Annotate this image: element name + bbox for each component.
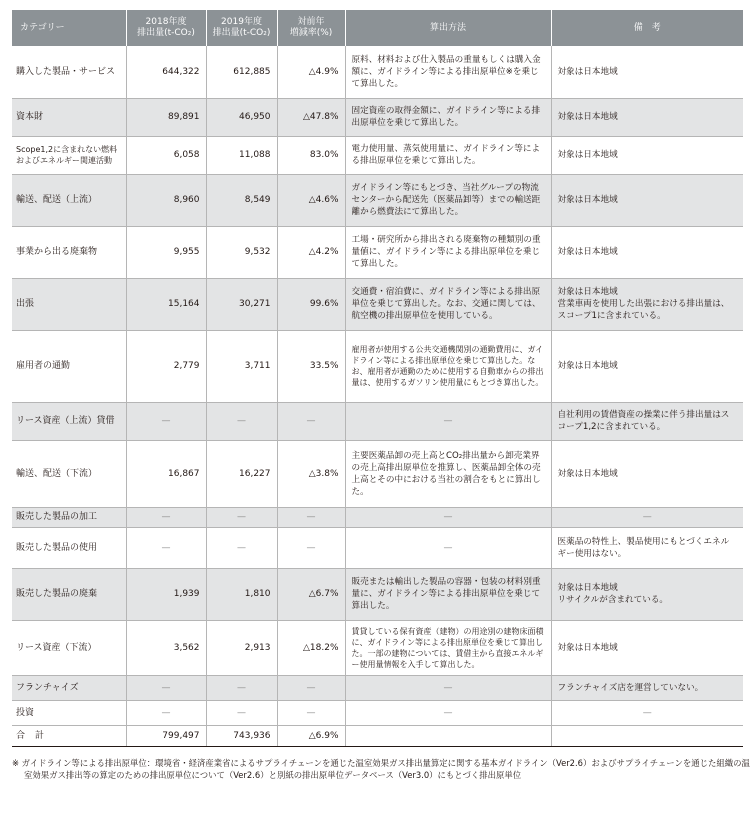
row-notes: フランチャイズ店を運営していない。 xyxy=(551,675,743,700)
row-2018-value: 1,939 xyxy=(126,568,206,620)
table-row xyxy=(12,136,743,174)
row-2019-value: 30,271 xyxy=(206,278,277,330)
row-category: Scope1,2に含まれない燃料およびエネルギー関連活動 xyxy=(12,136,126,174)
row-change-value: 99.6% xyxy=(277,278,345,330)
row-method: 主要医薬品卸の売上高とCO₂排出量から卸売業界の売上高排出原単位を推算し、医薬品卸全体の売上高とその中における当社の割合をもとに算出した。 xyxy=(345,440,551,507)
table-body xyxy=(12,46,743,725)
table-row xyxy=(12,507,743,527)
table-row xyxy=(12,675,743,700)
row-change-value: — xyxy=(277,507,345,527)
table-row xyxy=(12,527,743,568)
row-2018-value: 644,322 xyxy=(126,46,206,98)
row-2018-value: — xyxy=(126,507,206,527)
row-category: 事業から出る廃棄物 xyxy=(12,226,126,278)
row-category: 投資 xyxy=(12,700,126,725)
row-2018-value: 15,164 xyxy=(126,278,206,330)
row-2019-value: 2,913 xyxy=(206,620,277,675)
row-method: 固定資産の取得金額に、ガイドライン等による排出原単位を乗じて算出した。 xyxy=(345,98,551,136)
row-category: 販売した製品の加工 xyxy=(12,507,126,527)
row-2018-value: 3,562 xyxy=(126,620,206,675)
row-method: — xyxy=(345,700,551,725)
row-notes: 対象は日本地域 xyxy=(551,98,743,136)
footnote: ※ ガイドライン等による排出原単位：環境省・経済産業省によるサプライチェーンを通じた温室効果ガス排出量算定に関する基本ガイドライン（Ver2.6）およびサプライチェーンを通じた組織の温室効果ガス排出等の算定のための排出原単位について（Ver2.6）と別紙の排出原単位データベース（Ver3.0）にもとづく排出原単位 xyxy=(12,757,750,780)
header-category: カテゴリー xyxy=(12,10,126,46)
table-row xyxy=(12,700,743,725)
row-category: 資本財 xyxy=(12,98,126,136)
row-notes: 対象は日本地域 xyxy=(551,226,743,278)
total-row xyxy=(12,725,743,746)
row-change-value: 33.5% xyxy=(277,330,345,402)
table-row xyxy=(12,174,743,226)
header-2018: 2018年度 排出量(t-CO₂) xyxy=(126,10,206,46)
row-change-value: △47.8% xyxy=(277,98,345,136)
row-method: 交通費・宿泊費に、ガイドライン等による排出原単位を乗じて算出した。なお、交通に関しては、航空機の排出原単位を使用している。 xyxy=(345,278,551,330)
row-method: — xyxy=(345,527,551,568)
row-change-value: △4.6% xyxy=(277,174,345,226)
row-category: フランチャイズ xyxy=(12,675,126,700)
row-2019-value: 11,088 xyxy=(206,136,277,174)
table-row xyxy=(12,402,743,440)
row-category: 輸送、配送（上流） xyxy=(12,174,126,226)
row-notes: 対象は日本地域 xyxy=(551,620,743,675)
total-notes-empty xyxy=(551,725,743,746)
row-2019-value: 3,711 xyxy=(206,330,277,402)
row-method: — xyxy=(345,507,551,527)
row-2019-value: 9,532 xyxy=(206,226,277,278)
row-method: 販売または輸出した製品の容器・包装の材料別重量に、ガイドライン等による排出原単位を乗じて算出した。 xyxy=(345,568,551,620)
table-row xyxy=(12,98,743,136)
row-change-value: △6.7% xyxy=(277,568,345,620)
row-2019-value: 46,950 xyxy=(206,98,277,136)
row-2018-value: 8,960 xyxy=(126,174,206,226)
row-2018-value: 2,779 xyxy=(126,330,206,402)
table-row xyxy=(12,330,743,402)
emissions-table-container xyxy=(12,10,750,781)
row-method: 賃貸している保有資産（建物）の用途別の建物床面積に、ガイドライン等による排出原単位を乗じて算出した。一部の建物については、賃借主から直接エネルギー使用量情報を入手して算出した。 xyxy=(345,620,551,675)
row-change-value: △3.8% xyxy=(277,440,345,507)
row-change-value: — xyxy=(277,527,345,568)
row-category: 雇用者の通勤 xyxy=(12,330,126,402)
row-notes: 対象は日本地域 xyxy=(551,330,743,402)
table-row xyxy=(12,226,743,278)
row-category: 販売した製品の廃棄 xyxy=(12,568,126,620)
row-notes: 対象は日本地域 営業車両を使用した出張における排出量は、スコープ1に含まれている。 xyxy=(551,278,743,330)
row-2018-value: 9,955 xyxy=(126,226,206,278)
row-2018-value: 16,867 xyxy=(126,440,206,507)
row-2019-value: — xyxy=(206,402,277,440)
row-notes: 医薬品の特性上、製品使用にもとづくエネルギー使用はない。 xyxy=(551,527,743,568)
total-method-empty xyxy=(345,725,551,746)
row-notes: — xyxy=(551,507,743,527)
row-notes: 対象は日本地域 xyxy=(551,440,743,507)
row-2019-value: 612,885 xyxy=(206,46,277,98)
row-change-value: △4.9% xyxy=(277,46,345,98)
table-row xyxy=(12,620,743,675)
header-change: 対前年 増減率(%) xyxy=(277,10,345,46)
table-row xyxy=(12,440,743,507)
row-notes: 対象は日本地域 リサイクルが含まれている。 xyxy=(551,568,743,620)
row-method: ガイドライン等にもとづき、当社グループの物流センターから配送先（医薬品卸等）までの輸送距離から燃費法にて算出した。 xyxy=(345,174,551,226)
row-notes: 自社利用の賃借資産の操業に伴う排出量はスコープ1,2に含まれている。 xyxy=(551,402,743,440)
row-category: リース資産（上流）貸借 xyxy=(12,402,126,440)
row-2019-value: — xyxy=(206,675,277,700)
row-change-value: △4.2% xyxy=(277,226,345,278)
scope3-emissions-table xyxy=(12,10,743,747)
row-method: 工場・研究所から排出される廃棄物の種類別の重量値に、ガイドライン等による排出原単位を乗じて算出した。 xyxy=(345,226,551,278)
table-row xyxy=(12,46,743,98)
table-row xyxy=(12,278,743,330)
row-2018-value: — xyxy=(126,675,206,700)
row-category: 購入した製品・サービス xyxy=(12,46,126,98)
row-notes: 対象は日本地域 xyxy=(551,136,743,174)
row-2019-value: — xyxy=(206,700,277,725)
row-method: 雇用者が使用する公共交通機関別の通勤費用に、ガイドライン等による排出原単位を乗じて算出した。なお、雇用者が通勤のために使用する自動車からの排出量は、使用するガソリン使用量にもとづき算出した。 xyxy=(345,330,551,402)
row-method: 電力使用量、蒸気使用量に、ガイドライン等による排出原単位を乗じて算出した。 xyxy=(345,136,551,174)
total-change: △6.9% xyxy=(277,725,345,746)
row-2019-value: — xyxy=(206,527,277,568)
row-2019-value: 16,227 xyxy=(206,440,277,507)
row-notes: — xyxy=(551,700,743,725)
row-2018-value: — xyxy=(126,700,206,725)
header-notes: 備 考 xyxy=(551,10,743,46)
total-label: 合計 xyxy=(12,725,126,746)
header-2019: 2019年度 排出量(t-CO₂) xyxy=(206,10,277,46)
total-2018: 799,497 xyxy=(126,725,206,746)
row-2019-value: — xyxy=(206,507,277,527)
row-method: — xyxy=(345,675,551,700)
row-change-value: — xyxy=(277,675,345,700)
table-header xyxy=(12,10,743,46)
row-method: 原料、材料および仕入製品の重量もしくは購入金額に、ガイドライン等による排出原単位※を乗じて算出した。 xyxy=(345,46,551,98)
row-category: 輸送、配送（下流） xyxy=(12,440,126,507)
row-change-value: — xyxy=(277,700,345,725)
row-2018-value: — xyxy=(126,527,206,568)
row-change-value: 83.0% xyxy=(277,136,345,174)
row-2018-value: — xyxy=(126,402,206,440)
row-change-value: △18.2% xyxy=(277,620,345,675)
table-row xyxy=(12,568,743,620)
row-method: — xyxy=(345,402,551,440)
row-category: 販売した製品の使用 xyxy=(12,527,126,568)
row-2018-value: 89,891 xyxy=(126,98,206,136)
row-notes: 対象は日本地域 xyxy=(551,46,743,98)
row-2018-value: 6,058 xyxy=(126,136,206,174)
row-category: リース資産（下流） xyxy=(12,620,126,675)
row-change-value: — xyxy=(277,402,345,440)
total-2019: 743,936 xyxy=(206,725,277,746)
row-2019-value: 1,810 xyxy=(206,568,277,620)
row-2019-value: 8,549 xyxy=(206,174,277,226)
row-notes: 対象は日本地域 xyxy=(551,174,743,226)
header-method: 算出方法 xyxy=(345,10,551,46)
row-category: 出張 xyxy=(12,278,126,330)
table-total xyxy=(12,725,743,746)
